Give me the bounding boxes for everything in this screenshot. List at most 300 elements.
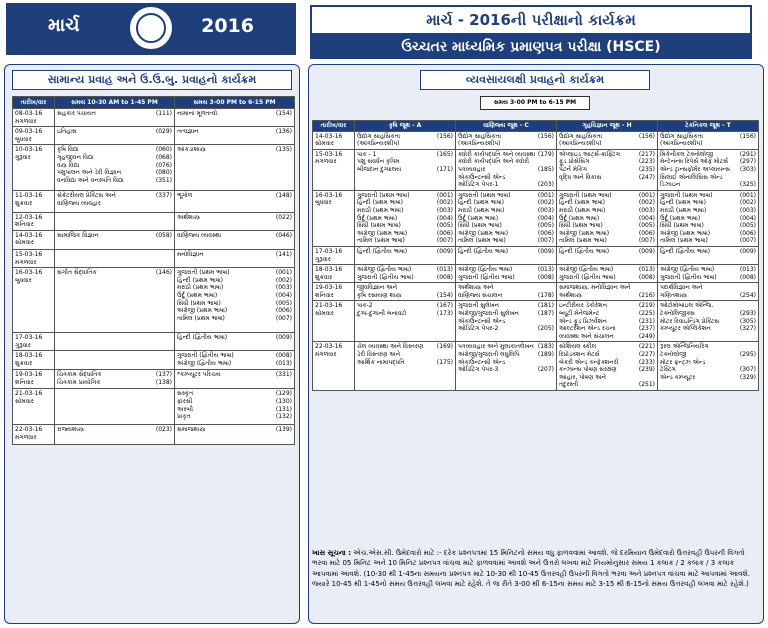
subject-name: ફારસી bbox=[177, 398, 193, 406]
subject-name: પશુપાલન અને ડેરી વિજ્ઞાન bbox=[57, 169, 122, 177]
subject-name: પત્રવ્યવહાર bbox=[458, 165, 486, 173]
subject-entry bbox=[559, 351, 655, 359]
subject-entry bbox=[660, 274, 756, 282]
subject-name: મરાઠી (પ્રથમ ભાષા) bbox=[559, 206, 606, 214]
subject-name: પાક-2 bbox=[357, 302, 373, 310]
subject-code: (008) bbox=[739, 273, 756, 281]
subject-code: (154) bbox=[436, 291, 453, 299]
subject-name: તામિલ (પ્રથમ ભાષા) bbox=[177, 314, 225, 322]
subject-entry bbox=[559, 199, 655, 207]
exam-date: 18-03-16 bbox=[315, 266, 343, 274]
table-row bbox=[313, 301, 759, 342]
subject-code: (003) bbox=[739, 206, 756, 214]
exam-day: શનિવાર bbox=[15, 221, 34, 229]
subject-code: (173) bbox=[436, 310, 453, 318]
subject-code: (013) bbox=[436, 266, 453, 274]
afternoon-cell bbox=[175, 249, 295, 267]
subject-entry bbox=[57, 379, 172, 387]
subject-code: (060) bbox=[155, 146, 172, 154]
subject-code: (005) bbox=[537, 222, 554, 230]
subject-entry bbox=[458, 310, 554, 318]
col-morning: સમય 10-30 AM to 1-45 PM bbox=[55, 97, 175, 109]
subject-name: ગુજરાતી (પ્રથમ ભાષા) bbox=[458, 191, 511, 199]
exam-date: 11-03-16 bbox=[15, 191, 43, 199]
exam-date: 09-03-16 bbox=[15, 128, 43, 136]
subject-code: (068) bbox=[155, 153, 172, 161]
subject-name: મેન્ટેનન્સ રિપેર્સ ઓફ મોટર્સ bbox=[660, 158, 729, 166]
subject-code: (058) bbox=[155, 231, 172, 239]
group-cell-a bbox=[355, 283, 456, 301]
subject-name: એકાઉન્ટન્સી એન્ડ bbox=[458, 173, 506, 181]
subject-name: મરાઠી (પ્રથમ ભાષા) bbox=[177, 284, 224, 292]
afternoon-cell bbox=[175, 230, 295, 249]
subject-entry bbox=[57, 177, 172, 185]
subject-code: (247) bbox=[638, 173, 655, 181]
subject-code: (331) bbox=[275, 371, 292, 379]
subject-code: (005) bbox=[638, 222, 655, 230]
subject-entry bbox=[559, 292, 655, 300]
table-row bbox=[13, 370, 295, 389]
subject-code: (001) bbox=[537, 191, 554, 199]
morning-cell bbox=[55, 389, 175, 425]
subject-name: ઉદ્યોગ સાહસિકતા bbox=[559, 132, 603, 140]
date-cell bbox=[13, 230, 55, 249]
subject-name: ગુજરાતી (પ્રથમ ભાષા) bbox=[357, 191, 410, 199]
subject-code: (154) bbox=[275, 110, 292, 117]
subject-code: (136) bbox=[275, 128, 292, 136]
group-cell-h bbox=[557, 265, 658, 283]
subject-code: (130) bbox=[275, 398, 292, 406]
exam-day: સોમવાર bbox=[315, 140, 334, 148]
subject-code: (325) bbox=[739, 181, 756, 189]
subject-name: મોટર રિવાઇન્ડિંગ પ્રેક્ટિસ bbox=[660, 317, 720, 325]
morning-cell bbox=[55, 212, 175, 230]
subject-name: હિન્દી (દ્વિતીય ભાષા) bbox=[458, 247, 509, 255]
subject-name: *કમ્પ્યૂટર પરિચય bbox=[177, 371, 221, 379]
morning-cell bbox=[55, 268, 175, 333]
subject-code: (006) bbox=[275, 307, 292, 315]
subject-name: હિન્દી (પ્રથમ ભાષા) bbox=[559, 199, 606, 207]
subject-entry bbox=[660, 158, 756, 166]
col-home: ગૃહવિજ્ઞાન જૂથ - H bbox=[557, 121, 658, 132]
exam-day: મંગળવાર bbox=[15, 117, 37, 125]
subject-name: આલ્ટરેશન એન્ડ રચના bbox=[559, 325, 616, 333]
exam-day: મંગળવાર bbox=[15, 434, 37, 442]
subject-name: (આંત્રપ્રિન્યરશીપ) bbox=[357, 140, 400, 148]
subject-entry bbox=[660, 266, 756, 274]
exam-date: 15-03-16 bbox=[315, 150, 343, 158]
subject-code: (129) bbox=[275, 390, 292, 398]
subject-name: નામાનાં મૂળતત્વો bbox=[177, 110, 218, 117]
subject-entry bbox=[357, 237, 453, 245]
subject-name: સંસ્કૃત bbox=[177, 390, 194, 398]
group-cell-a bbox=[355, 265, 456, 283]
morning-cell bbox=[55, 249, 175, 267]
subject-code: (329) bbox=[739, 373, 756, 381]
subject-name: કૃષિ રસાયણ શાસ્ત્ર bbox=[357, 291, 402, 299]
subject-name: ઓટોમોબાઇલ એન્જિ. bbox=[660, 302, 714, 310]
subject-name: ઓડિટિંગ પેપર-2 bbox=[458, 325, 499, 333]
subject-code: (007) bbox=[638, 237, 655, 245]
subject-name: અંગ્રેજી (પ્રથમ ભાષા) bbox=[357, 229, 408, 237]
subject-code: (008) bbox=[436, 273, 453, 281]
subject-name: મરાઠી (પ્રથમ ભાષા) bbox=[458, 206, 505, 214]
subject-code: (156) bbox=[739, 132, 756, 140]
subject-name: વાણિજ્ય વ્યવહાર bbox=[57, 199, 101, 207]
exam-day: સોમવાર bbox=[315, 310, 334, 318]
subject-code: (141) bbox=[275, 250, 292, 258]
subject-code: (351) bbox=[155, 176, 172, 184]
subject-code: (009) bbox=[638, 247, 655, 255]
subject-name: અંગ્રેજી (પ્રથમ ભાષા) bbox=[177, 307, 228, 315]
subject-code: (167) bbox=[436, 302, 453, 310]
subject-entry bbox=[357, 166, 453, 174]
subject-name: ઉર્દૂ (પ્રથમ ભાષા) bbox=[458, 214, 499, 222]
subject-name: સંગીત સૈદ્ધાંતિક bbox=[57, 269, 97, 277]
subject-name: એન્ડ કમ્પ્યૂટર bbox=[660, 373, 696, 381]
subject-entry bbox=[57, 110, 172, 118]
morning-cell bbox=[55, 351, 175, 370]
subject-entry bbox=[660, 237, 756, 245]
note-label: ખાસ સૂચના : bbox=[312, 549, 352, 557]
subject-code: (185) bbox=[537, 165, 554, 173]
table-row bbox=[13, 190, 295, 212]
exam-day: શુક્રવાર bbox=[315, 273, 333, 281]
subject-name: એકાઉન્ટન્સી એન્ડ bbox=[458, 317, 506, 325]
subject-code: (175) bbox=[436, 358, 453, 366]
subject-name: હિન્દી (પ્રથમ ભાષા) bbox=[660, 199, 707, 207]
table-row bbox=[13, 145, 295, 191]
subject-name: હિન્દી (દ્વિતીય ભાષા) bbox=[660, 247, 711, 255]
date-cell bbox=[13, 190, 55, 212]
subject-entry bbox=[559, 325, 655, 333]
morning-cell bbox=[55, 190, 175, 212]
subject-name: ગુજરાતી (દ્વિતીય ભાષા) bbox=[357, 273, 414, 281]
subject-name: દુગ્ધ-દુગ્ધની બનાવટો bbox=[357, 310, 407, 318]
afternoon-cell bbox=[175, 190, 295, 212]
subject-entry bbox=[357, 199, 453, 207]
subject-code: (004) bbox=[436, 214, 453, 222]
subject-name: અંગ્રેજી/ગુજરાતી લઘુલિપિ bbox=[458, 351, 520, 359]
subject-name: પદાર્થવિજ્ઞાન અને bbox=[660, 284, 703, 292]
morning-cell bbox=[55, 127, 175, 145]
subject-name: (આંત્રપ્રિન્યરશીપ) bbox=[458, 140, 501, 148]
subject-name: ગણિતશાસ્ત્ર bbox=[660, 291, 687, 299]
subject-entry bbox=[559, 266, 655, 274]
subject-entry bbox=[357, 351, 453, 359]
subject-name: ડિઝાઇન bbox=[660, 181, 681, 189]
subject-name: બ્યૂટી મેનેજમેન્ટ bbox=[559, 310, 600, 318]
date-cell bbox=[313, 190, 355, 246]
vocational-stream-table bbox=[312, 120, 759, 391]
subject-entry bbox=[177, 352, 292, 360]
exam-day: શનિવાર bbox=[315, 291, 334, 299]
group-cell-h bbox=[557, 301, 658, 342]
subject-entry bbox=[660, 199, 756, 207]
subject-code: (291) bbox=[739, 150, 756, 158]
exam-day: ગુરૂવાર bbox=[315, 255, 331, 263]
subject-code: (156) bbox=[537, 132, 554, 140]
col-commerce: વાણિજ્ય જૂથ - C bbox=[456, 121, 557, 132]
subject-entry bbox=[458, 222, 554, 230]
subject-entry bbox=[177, 128, 292, 136]
afternoon-cell bbox=[175, 389, 295, 425]
date-cell bbox=[13, 370, 55, 389]
subject-entry bbox=[177, 390, 292, 398]
date-cell bbox=[13, 249, 55, 267]
subject-name: સિંધી (પ્રથમ ભાષા) bbox=[357, 222, 401, 230]
group-cell-t bbox=[658, 131, 759, 149]
subject-code: (137) bbox=[155, 371, 172, 379]
subject-name: અંગ્રેજી (દ્વિતીય ભાષા) bbox=[660, 266, 715, 274]
subject-entry bbox=[559, 248, 655, 256]
subject-code: (203) bbox=[537, 181, 554, 189]
subject-entry bbox=[357, 284, 453, 292]
subject-name: ઇન્ટીરીયર ડેકોરેશન bbox=[559, 302, 608, 310]
morning-cell bbox=[55, 370, 175, 389]
exam-date: 10-03-16 bbox=[15, 146, 43, 154]
subject-name: આર્થિક નામાપદ્ધતિ bbox=[357, 358, 405, 366]
subject-code: (003) bbox=[436, 206, 453, 214]
subject-code: (223) bbox=[638, 158, 655, 166]
subject-entry bbox=[177, 315, 292, 323]
subject-entry bbox=[458, 237, 554, 245]
subject-code: (148) bbox=[275, 191, 292, 199]
subject-entry bbox=[177, 146, 292, 154]
subject-name: ભૂગોળ bbox=[177, 191, 193, 199]
subject-name: મિકેનીકલ ટેક્નોલોજી bbox=[660, 150, 714, 158]
exam-day: શુક્રવાર bbox=[15, 199, 33, 207]
subject-code: (231) bbox=[638, 317, 655, 325]
special-note bbox=[312, 548, 752, 590]
subject-entry bbox=[458, 302, 554, 310]
subject-code: (183) bbox=[537, 343, 554, 351]
subject-entry bbox=[458, 140, 554, 148]
subject-entry bbox=[660, 181, 756, 189]
exam-date: 22-03-16 bbox=[15, 426, 43, 434]
subject-code: (303) bbox=[739, 165, 756, 173]
subject-name: બેકરી એન્ડ કન્ફેક્શનરી bbox=[559, 358, 619, 366]
date-cell bbox=[13, 425, 55, 444]
subject-name: તામિલ (પ્રથમ ભાષા) bbox=[559, 237, 607, 245]
exam-date: 16-03-16 bbox=[315, 191, 343, 199]
subject-name: હિન્દી (દ્વિતીય ભાષા) bbox=[357, 247, 408, 255]
subject-entry bbox=[357, 248, 453, 256]
date-cell bbox=[313, 131, 355, 149]
exam-date: 15-03-16 bbox=[15, 250, 43, 258]
header-month: માર્ચ bbox=[48, 15, 80, 36]
group-cell-c bbox=[456, 190, 557, 246]
subject-code: (002) bbox=[436, 199, 453, 207]
subject-name: અર્થશાસ્ત્ર bbox=[559, 291, 582, 299]
subject-name: ગુજરાતી (પ્રથમ ભાષા) bbox=[177, 269, 230, 277]
exam-date: 22-03-16 bbox=[315, 343, 343, 351]
subject-entry bbox=[57, 146, 172, 154]
subject-entry bbox=[559, 158, 655, 166]
subject-entry bbox=[458, 199, 554, 207]
subject-name: અંગ્રેજી (પ્રથમ ભાષા) bbox=[458, 229, 509, 237]
group-cell-c bbox=[456, 265, 557, 283]
exam-date: 14-03-16 bbox=[15, 231, 43, 239]
subject-code: (227) bbox=[638, 351, 655, 359]
subject-code: (007) bbox=[436, 237, 453, 245]
note-text: એચ.એસ.સી. ઉમેદવારો માટે :- દરેક પ્રશ્નપત્રમાં 15 મિનિટનો સમય વધુ ફાળવવામાં આવશે. જે દરમિયાન ઉમેદવારો ઉત્તરવહી ઉપરની વિગતો ભરવા માટે 05 મિનિટ અને 10 મિનિટ પ્રશ્નપત્ર વાંચવા માટે ફાળવવામાં આવશે અને ઉત્તરો લખવા માટે નિયમોનુસાર સમય 1 કલાક / 2 કલાક / 3 કલાક આપવામાં આવશે. (10-30 થી 1-45ના સમયના પ્રશ્નપત્ર માટે 10-30 થી 10-45 ઉત્તરવહી ઉપરની વિગતો ભરવા અને પ્રશ્નપત્ર વાંચવા માટે આપવામાં આવશે. જ્યારે 10-45 થી 1-45નો સમય ઉત્તરવહી લખવા માટે રહેશે. તે જ રીતે 3-00 થી 6-15ના સમય માટે 3-15 થી 6-15નો સમય ઉત્તરવહી લખવા માટે રહેશે.) bbox=[312, 549, 751, 589]
morning-cell bbox=[55, 109, 175, 127]
subject-entry bbox=[57, 154, 172, 162]
subject-entry bbox=[559, 140, 655, 148]
subject-code: (131) bbox=[275, 405, 292, 413]
subject-name: ઉદ્યોગ સાહસિકતા bbox=[660, 132, 704, 140]
group-cell-a bbox=[355, 149, 456, 190]
subject-code: (217) bbox=[638, 150, 655, 158]
subject-name: ઉર્દૂ (પ્રથમ ભાષા) bbox=[559, 214, 600, 222]
afternoon-cell bbox=[175, 268, 295, 333]
subject-entry bbox=[458, 158, 554, 166]
subject-entry bbox=[660, 284, 756, 292]
subject-name: સિંધી (પ્રથમ ભાષા) bbox=[660, 222, 704, 230]
subject-code: (135) bbox=[275, 146, 292, 154]
table-row bbox=[13, 268, 295, 333]
subject-code: (013) bbox=[638, 266, 655, 274]
subject-code: (013) bbox=[739, 266, 756, 274]
subject-name: આંકડાશાસ્ત્ર bbox=[177, 146, 206, 154]
date-cell bbox=[313, 301, 355, 342]
group-cell-h bbox=[557, 149, 658, 190]
group-cell-h bbox=[557, 283, 658, 301]
subject-name: ગુજરાતી (પ્રથમ ભાષા) bbox=[660, 191, 713, 199]
subject-name: વાણિજ્ય વ્યવસ્થા bbox=[177, 231, 222, 239]
subject-name: વાણિજ્ય સંચાલન bbox=[458, 291, 503, 299]
subject-name: વનવિદ્યા અને વનસ્પતિ વિદ્યા bbox=[57, 176, 124, 184]
board-logo-icon bbox=[128, 5, 174, 51]
subject-entry bbox=[660, 222, 756, 230]
subject-name: તામિલ (પ્રથમ ભાષા) bbox=[357, 237, 405, 245]
subject-code: (249) bbox=[638, 332, 655, 340]
subject-entry bbox=[458, 166, 554, 174]
afternoon-cell bbox=[175, 332, 295, 350]
subject-entry bbox=[357, 302, 453, 310]
subject-name: મનોવિજ્ઞાન bbox=[177, 250, 204, 258]
subject-name: અર્થશાસ્ત્ર અને bbox=[458, 284, 494, 292]
subject-name: સહકાર પંચાયત bbox=[57, 110, 96, 117]
group-cell-t bbox=[658, 265, 759, 283]
subject-name: બીજદાન દુગ્ધાલય bbox=[357, 165, 402, 173]
right-title: વ્યવસાયલક્ષી પ્રવાહનો કાર્યક્રમ bbox=[420, 70, 650, 90]
subject-entry bbox=[660, 325, 756, 333]
subject-name: વસ્ત્ર વિદ્યા bbox=[57, 161, 80, 169]
subject-code: (006) bbox=[638, 229, 655, 237]
subject-entry bbox=[57, 426, 172, 434]
subject-code: (251) bbox=[638, 381, 655, 389]
subject-code: (138) bbox=[155, 378, 172, 386]
subject-name: રાજ્યશાસ્ત્ર bbox=[57, 426, 84, 434]
subject-code: (007) bbox=[739, 237, 756, 245]
subject-code: (219) bbox=[638, 302, 655, 310]
morning-cell bbox=[55, 332, 175, 350]
subject-entry bbox=[177, 214, 292, 222]
group-cell-c bbox=[456, 149, 557, 190]
subject-name: એકાઉન્ટન્સી એન્ડ bbox=[458, 358, 506, 366]
subject-name: અંગ્રેજી/ગુજરાતી સુલેખન bbox=[458, 310, 519, 318]
group-cell-h bbox=[557, 342, 658, 391]
subject-code: (221) bbox=[638, 343, 655, 351]
subject-name: અંગ્રેજી (દ્વિતીય ભાષા) bbox=[177, 359, 232, 367]
subject-entry bbox=[660, 343, 756, 351]
date-cell bbox=[313, 283, 355, 301]
subject-entry bbox=[458, 266, 554, 274]
subject-name: પાક - 1 bbox=[357, 150, 377, 158]
subject-entry bbox=[357, 222, 453, 230]
subject-name: વ્યવસ્થા અને સંચાલન bbox=[559, 332, 614, 340]
table-row bbox=[13, 230, 295, 249]
group-cell-a bbox=[355, 131, 456, 149]
subject-name: એપ્લાઇડ આર્ટ્સ-ક્રાફ્ટિંગ bbox=[559, 150, 620, 158]
subject-name: (આંત્રપ્રિન્યરશીપ) bbox=[660, 140, 703, 148]
group-cell-c bbox=[456, 342, 557, 391]
table-row bbox=[313, 190, 759, 246]
group-cell-a bbox=[355, 190, 456, 246]
subject-code: (023) bbox=[155, 426, 172, 434]
table-row bbox=[313, 265, 759, 283]
group-cell-a bbox=[355, 342, 456, 391]
subject-code: (008) bbox=[537, 273, 554, 281]
subject-code: (003) bbox=[638, 206, 655, 214]
subject-name: અરબી bbox=[177, 405, 193, 413]
subject-name: ઇતિહાસ bbox=[57, 128, 77, 136]
subject-code: (003) bbox=[275, 284, 292, 292]
subject-entry bbox=[559, 274, 655, 282]
subject-code: (002) bbox=[537, 199, 554, 207]
subject-name: કન્ઝાન્સ પોષણ સંરક્ષણ bbox=[559, 366, 617, 374]
subject-code: (001) bbox=[638, 191, 655, 199]
subject-entry bbox=[559, 310, 655, 318]
date-cell bbox=[13, 351, 55, 370]
subject-entry bbox=[559, 215, 655, 223]
subject-entry bbox=[660, 140, 756, 148]
exam-date: 18-03-16 bbox=[15, 352, 43, 360]
table-row bbox=[313, 131, 759, 149]
subject-code: (009) bbox=[739, 247, 756, 255]
subject-code: (111) bbox=[155, 110, 172, 117]
subject-code: (189) bbox=[537, 351, 554, 359]
afternoon-cell bbox=[175, 351, 295, 370]
subject-entry bbox=[177, 251, 292, 259]
subject-code: (080) bbox=[155, 169, 172, 177]
subject-entry bbox=[660, 310, 756, 318]
subject-name: તંદુરસ્તી bbox=[559, 381, 579, 389]
exam-date: 14-03-16 bbox=[315, 132, 343, 140]
subject-entry bbox=[660, 292, 756, 300]
subject-name: અંગ્રેજી (દ્વિતીય ભાષા) bbox=[458, 266, 513, 274]
date-cell bbox=[313, 246, 355, 264]
subject-entry bbox=[177, 284, 292, 292]
subject-name: ઓડિટિંગ પેપર-1 bbox=[458, 181, 499, 189]
table-row bbox=[13, 127, 295, 145]
subject-name: અંગ્રેજી (દ્વિતીય ભાષા) bbox=[559, 266, 614, 274]
exam-date: 19-03-16 bbox=[315, 284, 343, 292]
subject-code: (002) bbox=[275, 276, 292, 284]
subject-code: (004) bbox=[275, 291, 292, 299]
morning-cell bbox=[55, 230, 175, 249]
group-cell-h bbox=[557, 190, 658, 246]
subject-code: (327) bbox=[739, 325, 756, 333]
subject-entry bbox=[559, 207, 655, 215]
col-afternoon: સમય 3-00 PM to 6-15 PM bbox=[175, 97, 295, 109]
date-cell bbox=[13, 332, 55, 350]
subject-entry bbox=[177, 192, 292, 200]
subject-name: પત્રવ્યવહાર અને મુલાકાતલેખન bbox=[458, 343, 534, 351]
subject-code: (233) bbox=[638, 358, 655, 366]
